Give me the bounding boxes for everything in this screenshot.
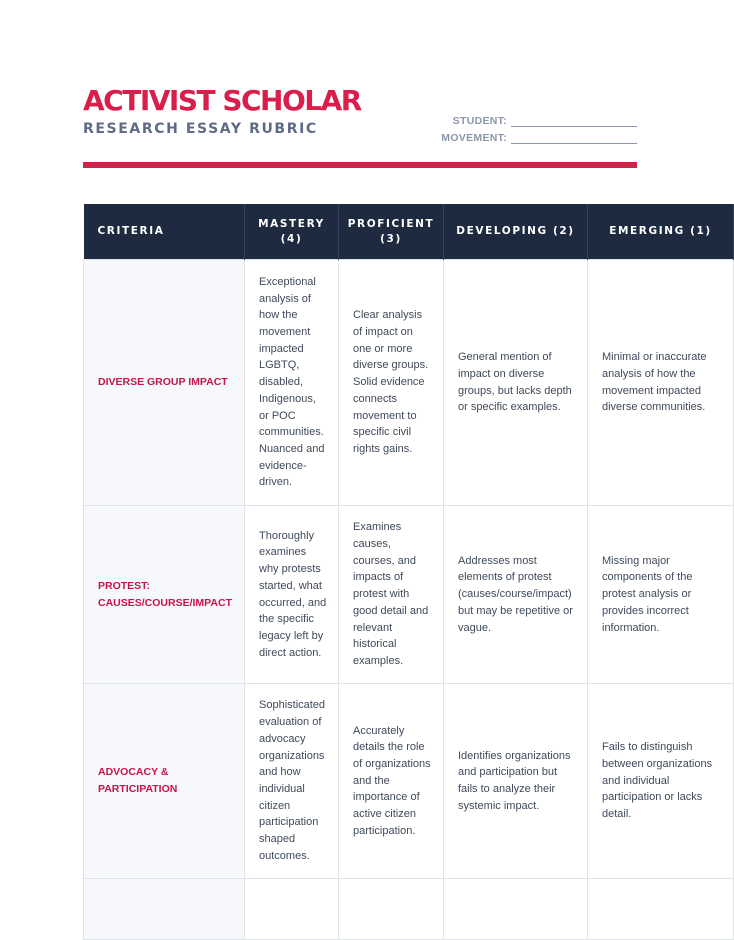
table-row — [84, 879, 734, 940]
rubric-table — [83, 204, 734, 940]
header-divider — [83, 162, 637, 168]
table-row — [84, 260, 734, 506]
proficient-cell: Clear analysis of impact on one or more diverse groups. Solid evidence connects movement to specific civil rights gains. — [339, 260, 444, 506]
table-header-row — [84, 204, 734, 260]
student-field[interactable] — [511, 114, 637, 127]
mastery-cell: Thoroughly examines why protests started, what occurred, and the specific legacy left by direct action. — [245, 506, 339, 684]
page-title: ACTIVIST SCHOLAR — [83, 84, 361, 117]
criteria-cell — [84, 879, 245, 940]
table-row — [84, 684, 734, 879]
emerging-cell: Fails to distinguish between organizations and individual participation or lacks detail. — [588, 684, 734, 879]
student-label: STUDENT: — [452, 115, 507, 127]
column-header-mastery: MASTERY (4) — [245, 204, 339, 260]
developing-cell — [444, 879, 588, 940]
rubric-table-container — [83, 204, 713, 932]
mastery-cell — [245, 879, 339, 940]
emerging-cell: Missing major components of the protest analysis or provides incorrect information. — [588, 506, 734, 684]
student-info — [377, 110, 637, 144]
proficient-cell — [339, 879, 444, 940]
proficient-cell: Examines causes, courses, and impacts of protest with good detail and relevant historical examples. — [339, 506, 444, 684]
column-header-developing: DEVELOPING (2) — [444, 204, 588, 260]
movement-row — [377, 127, 637, 144]
emerging-cell: Minimal or inaccurate analysis of how the movement impacted diverse communities. — [588, 260, 734, 506]
movement-label: MOVEMENT: — [441, 132, 507, 144]
column-header-proficient: PROFICIENT (3) — [339, 204, 444, 260]
column-header-criteria: CRITERIA — [84, 204, 245, 260]
developing-cell: Identifies organizations and participation but fails to analyze their systemic impact. — [444, 684, 588, 879]
mastery-cell: Exceptional analysis of how the movement impacted LGBTQ, disabled, Indigenous, or POC communities. Nuanced and evidence-driven. — [245, 260, 339, 506]
emerging-cell — [588, 879, 734, 940]
mastery-cell: Sophisticated evaluation of advocacy organizations and how individual citizen participation shaped outcomes. — [245, 684, 339, 879]
table-row — [84, 506, 734, 684]
page-subtitle: RESEARCH ESSAY RUBRIC — [83, 121, 318, 137]
criteria-cell: ADVOCACY & PARTICIPATION — [84, 684, 245, 879]
proficient-cell: Accurately details the role of organizations and the importance of active citizen participation. — [339, 684, 444, 879]
developing-cell: General mention of impact on diverse groups, but lacks depth or specific examples. — [444, 260, 588, 506]
criteria-cell: DIVERSE GROUP IMPACT — [84, 260, 245, 506]
movement-field[interactable] — [511, 131, 637, 144]
student-row — [377, 110, 637, 127]
developing-cell: Addresses most elements of protest (causes/course/impact) but may be repetitive or vague. — [444, 506, 588, 684]
criteria-cell: PROTEST: CAUSES/COURSE/IMPACT — [84, 506, 245, 684]
column-header-emerging: EMERGING (1) — [588, 204, 734, 260]
